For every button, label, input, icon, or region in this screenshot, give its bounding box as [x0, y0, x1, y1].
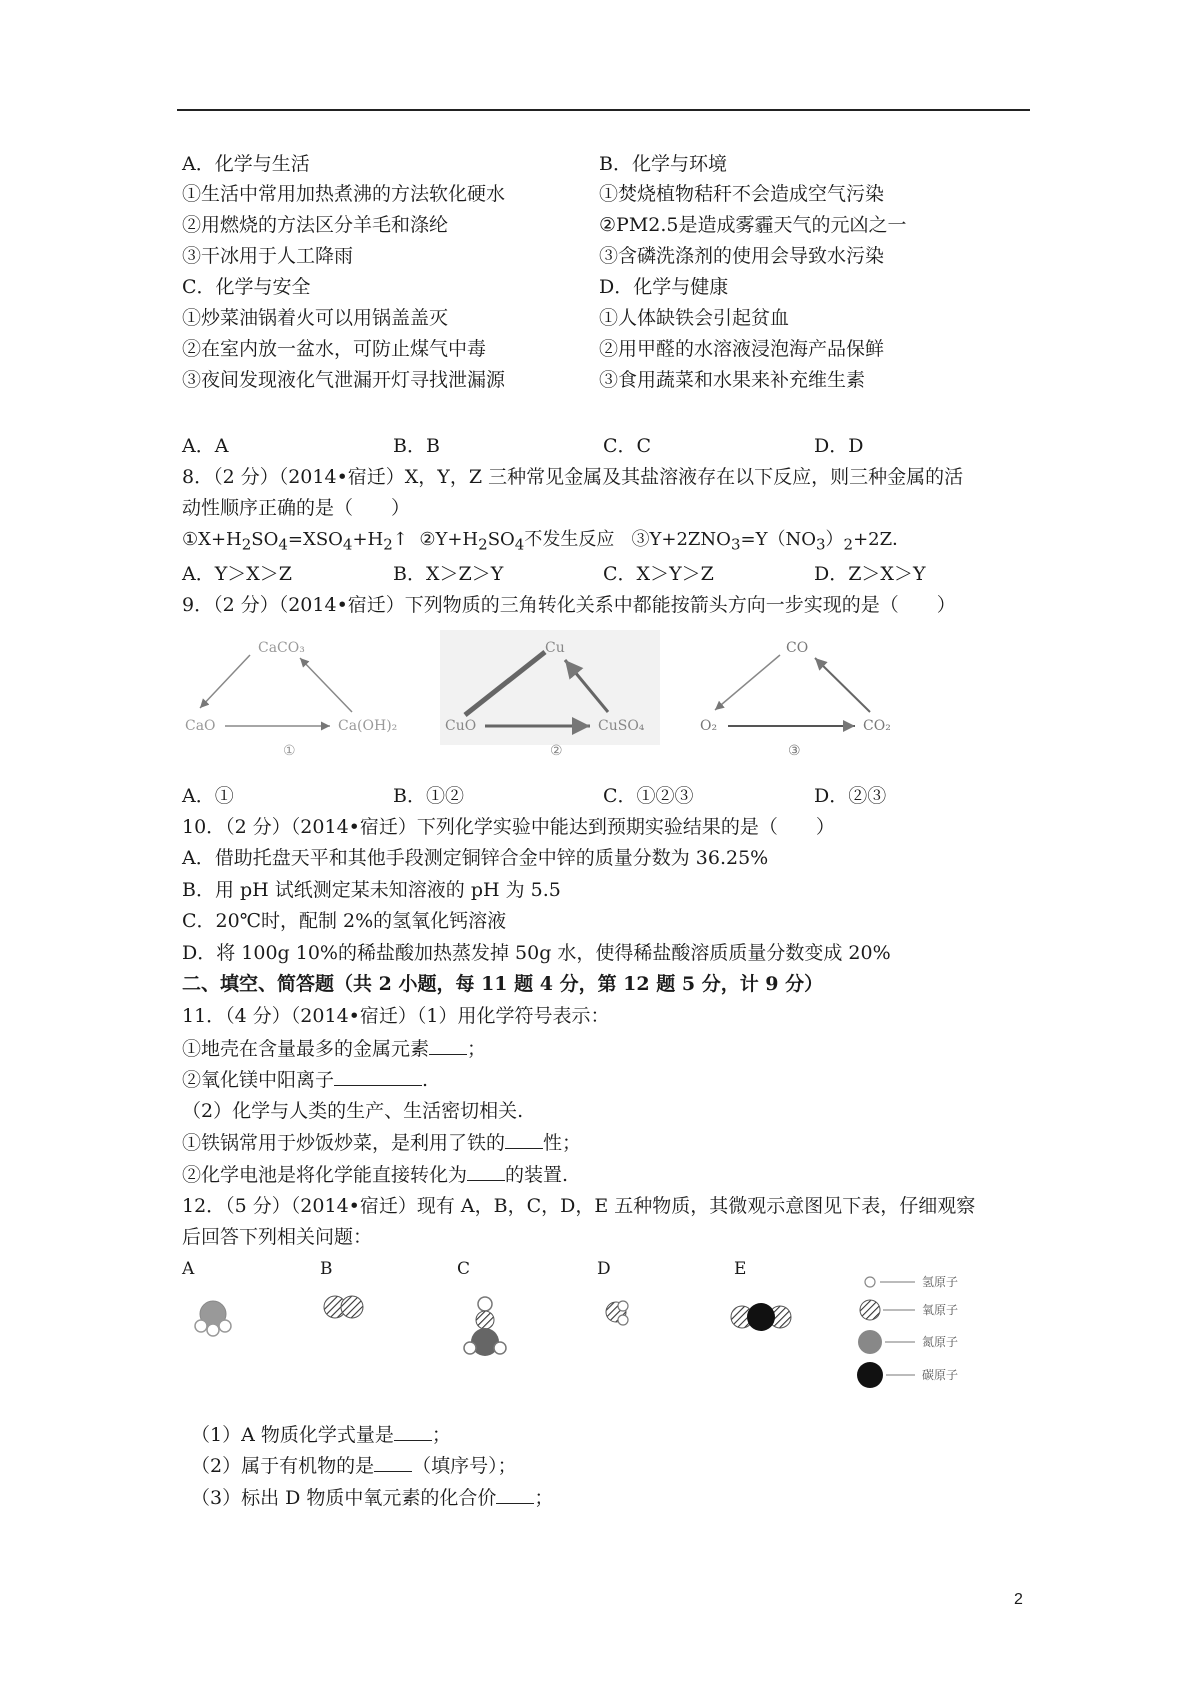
option-d-line: ②用甲醛的水溶液浸泡海产品保鲜 — [599, 338, 885, 360]
q8-answer-b: B．X＞Z＞Y — [393, 563, 504, 585]
q9-diagrams — [180, 630, 920, 770]
option-d-line: ①人体缺铁会引起贫血 — [599, 307, 790, 329]
q12-sub1: （1）A 物质化学式量是 ； — [191, 1424, 451, 1446]
answer-blank[interactable] — [394, 1422, 432, 1441]
q8-answer-d: D．Z＞X＞Y — [814, 563, 926, 585]
option-a-title: A．化学与生活 — [182, 153, 310, 175]
legend-nitrogen: 氮原子 — [922, 1335, 959, 1349]
answer-blank[interactable] — [496, 1485, 534, 1504]
legend-carbon: 碳原子 — [922, 1368, 959, 1382]
q10-option-d: D．将 100g 10%的稀盐酸加热蒸发掉 50g 水，使得稀盐酸溶质质量分数变成 20% — [182, 942, 891, 964]
q7-answer-b: B．B — [393, 435, 440, 457]
d1-left: CaO — [185, 718, 216, 734]
q7-answer-a: A．A — [182, 435, 229, 457]
d3-top: CO — [786, 640, 809, 656]
q11-stem: 11．（4 分）（2014•宿迁）（1）用化学符号表示： — [182, 1005, 610, 1027]
q10-option-a: A．借助托盘天平和其他手段测定铜锌合金中锌的质量分数为 36.25% — [182, 847, 769, 869]
option-b-line: ②PM2.5是造成雾霾天气的元凶之一 — [599, 214, 907, 236]
option-a-line: ①生活中常用加热煮沸的方法软化硬水 — [182, 183, 506, 205]
diagram-3 — [700, 640, 891, 759]
q9-answer-b: B．①② — [393, 785, 464, 807]
diagram-1 — [185, 640, 397, 759]
q10-stem: 10．（2 分）（2014•宿迁）下列化学实验中能达到预期实验结果的是（ ） — [182, 816, 835, 838]
q7-answer-c: C．C — [603, 435, 652, 457]
q8-stem-cont: 动性顺序正确的是（ ） — [182, 497, 411, 519]
option-b-line: ①焚烧植物秸秆不会造成空气污染 — [599, 183, 885, 205]
option-d-title: D．化学与健康 — [599, 276, 729, 298]
molecule-label-a: A — [182, 1259, 195, 1279]
d1-label: ① — [283, 743, 296, 759]
q11-part-4: ②化学电池是将化学能直接转化为 的装置. — [182, 1164, 569, 1186]
q9-answer-a: A．① — [182, 785, 234, 807]
q11-part-3: ①铁锅常用于炒饭炒菜，是利用了铁的 性； — [182, 1132, 582, 1154]
option-c-line: ①炒菜油锅着火可以用锅盖盖灭 — [182, 307, 449, 329]
d2-left: CuO — [445, 718, 477, 734]
d3-label: ③ — [788, 743, 801, 759]
molecule-b — [324, 1296, 363, 1318]
q11-sub2: （2）化学与人类的生产、生活密切相关. — [182, 1100, 524, 1122]
d2-right: CuSO₄ — [598, 718, 645, 734]
d1-top: CaCO₃ — [258, 640, 305, 656]
atom-legend — [857, 1275, 958, 1388]
molecule-label-c: C — [457, 1259, 471, 1279]
molecule-label-e: E — [734, 1259, 747, 1279]
legend-hydrogen: 氢原子 — [922, 1275, 959, 1289]
q12-sub3: （3）标出 D 物质中氧元素的化合价 ； — [191, 1487, 554, 1509]
q8-reactions: $①X+H_2SO_4=XSO_4+H_2↑$ $②Y+H_2SO_4$不发生反应 $③Y+2ZNO_3=Y(NO_3)_2+2Z$． — [182, 529, 911, 554]
answer-blank[interactable] — [374, 1453, 412, 1472]
option-b-title: B．化学与环境 — [599, 153, 727, 175]
q9-answer-d: D．②③ — [814, 785, 887, 807]
q11-part-1: ①地壳在含量最多的金属元素 ； — [182, 1038, 487, 1060]
option-c-line: ③夜间发现液化气泄漏开灯寻找泄漏源 — [182, 369, 506, 391]
molecule-label-b: B — [320, 1259, 333, 1279]
q8-answer-a: A．Y＞X＞Z — [182, 563, 292, 585]
q10-option-c: C．20℃时，配制 2%的氢氧化钙溶液 — [182, 910, 507, 932]
option-c-title: C．化学与安全 — [182, 276, 311, 298]
d1-right: Ca(OH)₂ — [338, 718, 398, 734]
header-rule — [177, 109, 1030, 111]
q12-sub2: （2）属于有机物的是 （填序号）； — [191, 1455, 517, 1477]
q8-answer-c: C．X＞Y＞Z — [603, 563, 714, 585]
diagram-2 — [440, 630, 660, 759]
option-b-line: ③含磷洗涤剂的使用会导致水污染 — [599, 245, 885, 267]
legend-oxygen: 氧原子 — [922, 1303, 959, 1317]
q12-stem-cont: 后回答下列相关问题： — [182, 1226, 373, 1248]
d3-left: O₂ — [700, 718, 718, 734]
molecule-a — [195, 1301, 231, 1336]
option-a-line: ②用燃烧的方法区分羊毛和涤纶 — [182, 214, 449, 236]
option-a-line: ③干冰用于人工降雨 — [182, 245, 354, 267]
molecule-diagrams — [180, 1262, 1030, 1412]
q9-answer-c: C．①②③ — [603, 785, 694, 807]
answer-blank[interactable] — [429, 1036, 467, 1055]
page-number: 2 — [1014, 1591, 1023, 1608]
molecule-e — [731, 1303, 791, 1331]
q7-answer-d: D．D — [814, 435, 864, 457]
q8-stem: 8．（2 分）（2014•宿迁）X，Y，Z 三种常见金属及其盐溶液存在以下反应，则三种金属的活 — [182, 466, 964, 488]
d3-right: CO₂ — [863, 718, 891, 734]
q11-part-2: ②氧化镁中阳离子 . — [182, 1069, 429, 1091]
section-heading: 二、填空、简答题（共 2 小题，每 11 题 4 分，第 12 题 5 分，计 9 分） — [182, 973, 824, 995]
q10-option-b: B．用 pH 试纸测定某未知溶液的 pH 为 5.5 — [182, 879, 561, 901]
molecule-c — [464, 1297, 506, 1356]
molecule-label-d: D — [597, 1259, 611, 1279]
answer-blank[interactable] — [505, 1130, 543, 1149]
option-c-line: ②在室内放一盆水，可防止煤气中毒 — [182, 338, 487, 360]
q12-stem: 12．（5 分）（2014•宿迁）现有 A，B，C，D，E 五种物质，其微观示意图见下表，仔细观察 — [182, 1195, 976, 1217]
answer-blank[interactable] — [334, 1067, 422, 1086]
molecule-d — [606, 1301, 628, 1325]
d2-label: ② — [550, 743, 563, 759]
d2-top: Cu — [545, 640, 565, 656]
q9-stem: 9．（2 分）（2014•宿迁）下列物质的三角转化关系中都能按箭头方向一步实现的是（ ） — [182, 594, 956, 616]
option-d-line: ③食用蔬菜和水果来补充维生素 — [599, 369, 866, 391]
answer-blank[interactable] — [467, 1162, 505, 1181]
